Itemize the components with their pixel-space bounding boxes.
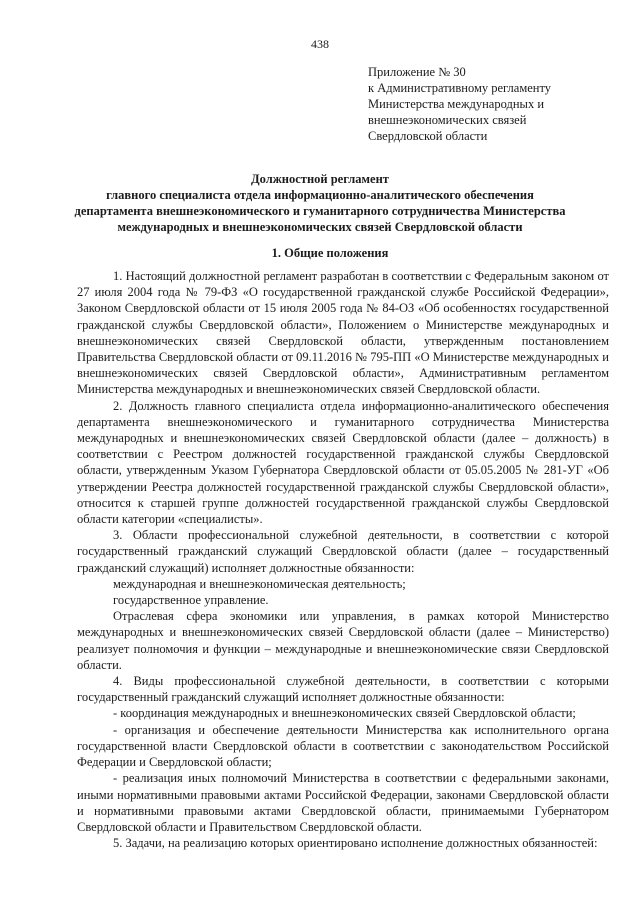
title-line: международных и внешнеэкономических связей Свердловской области — [117, 220, 523, 234]
paragraph-2: 2. Должность главного специалиста отдела информационно-аналитического обеспечения департамента внешнеэкономического и гуманитарного сотрудничества Министерства международных и внешнеэкономических связей Свердловской области (далее – должность) в соответствии с Реестром должностей государственной гражданской службы Свердловской области, утвержденным Указом Губернатора Свердловской области от 05.05.2005 № 281-УГ «Об утверждении Реестра должностей государственной гражданской службы Свердловской области», относится к старшей группе должностей государственной гражданской службы Свердловской области категории «специалисты». — [77, 398, 609, 527]
paragraph-5: 5. Задачи, на реализацию которых ориентировано исполнение должностных обязанностей: — [113, 836, 598, 851]
paragraph-sector: Отраслевая сфера экономики или управления, в рамках которой Министерство международных и внешнеэкономических связей Свердловской области (далее – Министерство) реализует полномочия и функции – международные и внешнеэкономические связи Свердловской области. — [77, 609, 609, 672]
appendix-line: внешнеэкономических связей — [368, 113, 527, 127]
paragraph-3: 3. Области профессиональной служебной деятельности, в соответствии с которой государственный гражданский служащий Свердловской области (далее – государственный гражданский служащий) исполняет должностные обязанности: — [77, 528, 609, 575]
paragraph-4-item: - координация международных и внешнеэкономических связей Свердловской области; — [113, 706, 576, 721]
paragraph-4-item: - организация и обеспечение деятельности Министерства как исполнительного органа государственной власти Свердловской области в соответствии с законодательством Российской Федерации и Свердловской области; — [77, 722, 609, 770]
paragraph-4-item: - реализация иных полномочий Министерства в соответствии с федеральными законами, иными нормативными правовыми актами Российской Федерации, законами Свердловской области и нормативными правовыми актами Свердловской области, принимаемыми Губернатором Свердловской области и Правительством Свердловской области. — [77, 771, 609, 834]
document-body — [77, 268, 609, 851]
paragraph-1: 1. Настоящий должностной регламент разработан в соответствии с Федеральным законом от 27 июля 2004 года № 79-ФЗ «О государственной гражданской службе Российской Федерации», Законом Свердловской области от 15 июля 2005 года № 84-ОЗ «Об особенностях государственной гражданской службы Свердловской области», Положением о Министерстве международных и внешнеэкономических связей Свердловской области, утвержденным постановлением Правительства Свердловской области от 09.11.2016 № 795-ПП «О Министерстве международных и внешнеэкономических связей Свердловской области», Административным регламентом Министерства международных и внешнеэкономических связей Свердловской области. — [77, 269, 609, 397]
paragraph-3-item: международная и внешнеэкономическая деятельность; — [113, 576, 406, 591]
title-line: департамента внешнеэкономического и гуманитарного сотрудничества Министерства — [74, 204, 566, 218]
paragraph-3-item: государственное управление. — [113, 593, 269, 608]
appendix-line: Министерства международных и — [368, 97, 545, 111]
appendix-block — [368, 64, 628, 144]
title-line: главного специалиста отдела информационно-аналитического обеспечения — [106, 188, 534, 202]
paragraph-4: 4. Виды профессиональной служебной деятельности, в соответствии с которыми государственный гражданский служащий исполняет должностные обязанности: — [77, 674, 609, 705]
appendix-line: Свердловской области — [368, 129, 488, 143]
title-line: Должностной регламент — [251, 172, 389, 186]
page-number: 438 — [311, 37, 329, 51]
document-title — [70, 171, 570, 235]
appendix-line: Приложение № 30 — [368, 65, 466, 79]
appendix-line: к Административному регламенту — [368, 81, 552, 95]
section-heading: 1. Общие положения — [271, 246, 389, 260]
